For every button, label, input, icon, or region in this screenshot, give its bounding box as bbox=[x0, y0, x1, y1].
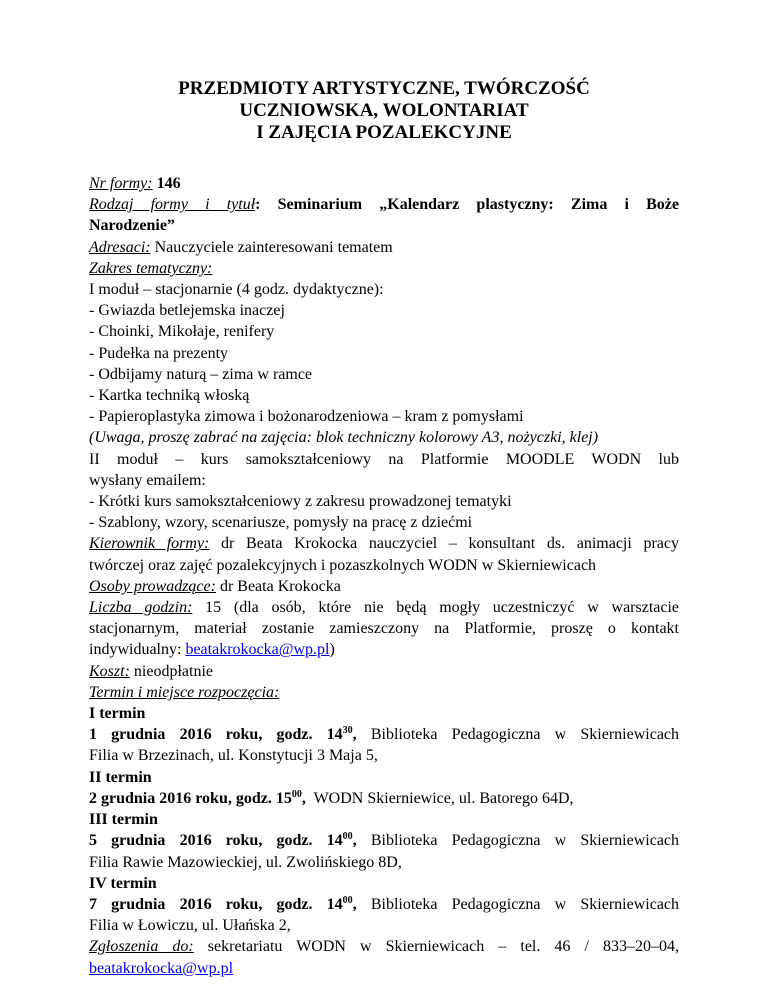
rodzaj-colon: : bbox=[255, 196, 261, 214]
osoby-value: dr Beata Krokocka bbox=[219, 577, 341, 595]
zakres-label: Zakres tematyczny: bbox=[89, 259, 213, 277]
liczba-value-end bbox=[89, 639, 679, 660]
email-link[interactable]: beatakrokocka@wp.pl bbox=[185, 641, 330, 659]
rodzaj-label: Rodzaj formy i tytuł bbox=[89, 196, 256, 214]
term-date-row bbox=[89, 830, 679, 851]
term-date: 5 grudnia 2016 roku, godz. 14 bbox=[89, 832, 343, 850]
term-minutes: 30 bbox=[342, 725, 353, 737]
term-date: 1 grudnia 2016 roku, godz. 14 bbox=[89, 726, 343, 744]
zgloszenia-label: Zgłoszenia do: bbox=[89, 938, 194, 956]
module-1-heading: I moduł – stacjonarnie (4 godz. dydaktyczne): bbox=[89, 281, 384, 299]
title-line-1: PRZEDMIOTY ARTYSTYCZNE, TWÓRCZOŚĆ bbox=[178, 78, 590, 99]
list-item: - Papieroplastyka zimowa i bożonarodzeniowa – kram z pomysłami bbox=[89, 408, 524, 426]
term-date-row bbox=[89, 724, 679, 745]
termin-label: Termin i miejsce rozpoczęcia: bbox=[89, 683, 280, 701]
koszt-row bbox=[89, 661, 679, 682]
nr-formy-row bbox=[89, 173, 679, 194]
kierownik-value-cont: twórczej oraz zajęć pozalekcyjnych i pozaszkolnych WODN w Skierniewicach bbox=[89, 556, 597, 574]
document-page bbox=[89, 78, 679, 979]
rodzaj-value-cont: Narodzenie” bbox=[89, 217, 175, 235]
list-item: - Pudełka na prezenty bbox=[89, 344, 229, 362]
zgloszenia-email-row bbox=[89, 958, 679, 979]
list-item: - Szablony, wzory, scenariusze, pomysły na pracę z dziećmi bbox=[89, 514, 473, 532]
osoby-row bbox=[89, 576, 679, 597]
document-body bbox=[89, 173, 679, 979]
liczba-row bbox=[89, 597, 679, 618]
liczba-value-cont: stacjonarnym, materiał zostanie zamieszczony na Platformie, proszę o kontakt bbox=[89, 620, 679, 638]
term-heading: IV termin bbox=[89, 874, 157, 892]
term-minutes: 00 bbox=[342, 894, 353, 906]
term-place: Biblioteka Pedagogiczna w Skierniewicach bbox=[370, 726, 680, 744]
osoby-label: Osoby prowadzące: bbox=[89, 577, 216, 595]
term-date: 7 grudnia 2016 roku, godz. 14 bbox=[89, 895, 343, 913]
term-place-cont: Filia w Łowiczu, ul. Ułańska 2, bbox=[89, 917, 291, 935]
adresaci-row bbox=[89, 237, 679, 258]
term-place: Biblioteka Pedagogiczna w Skierniewicach bbox=[370, 895, 680, 913]
zakres-label-row bbox=[89, 258, 679, 279]
term-comma: , bbox=[352, 832, 357, 850]
page-title bbox=[89, 78, 679, 144]
rodzaj-row bbox=[89, 194, 679, 215]
term-minutes: 00 bbox=[342, 831, 353, 843]
list-item: - Kartka techniką włoską bbox=[89, 387, 250, 405]
title-line-2: UCZNIOWSKA, WOLONTARIAT bbox=[239, 100, 529, 121]
list-item: - Krótki kurs samokształceniowy z zakresu prowadzonej tematyki bbox=[89, 493, 512, 511]
zgloszenia-row bbox=[89, 936, 679, 957]
module-2-heading-cont: wysłany emailem: bbox=[89, 471, 206, 489]
module-2-heading: II moduł – kurs samokształceniowy na Platformie MOODLE WODN lub bbox=[89, 450, 679, 468]
nr-formy-label: Nr formy: bbox=[89, 175, 153, 192]
term-comma: , bbox=[301, 789, 306, 807]
term-minutes: 00 bbox=[291, 788, 302, 800]
term-date-row bbox=[89, 894, 679, 915]
term-place-cont: Filia w Brzezinach, ul. Konstytucji 3 Maja 5, bbox=[89, 747, 378, 765]
term-place: Biblioteka Pedagogiczna w Skierniewicach bbox=[370, 832, 680, 850]
title-line-3: I ZAJĘCIA POZALEKCYJNE bbox=[256, 122, 512, 143]
koszt-value: nieodpłatnie bbox=[133, 662, 213, 680]
adresaci-label: Adresaci: bbox=[89, 238, 151, 256]
list-item: - Gwiazda betlejemska inaczej bbox=[89, 302, 285, 320]
liczba-contact-text: indywidualny: bbox=[89, 641, 182, 659]
liczba-close-paren: ) bbox=[329, 641, 335, 659]
term-place: WODN Skierniewice, ul. Batorego 64D, bbox=[313, 789, 574, 807]
term-place-cont: Filia Rawie Mazowieckiej, ul. Zwolińskiego 8D, bbox=[89, 853, 402, 871]
rodzaj-value: Seminarium „Kalendarz plastyczny: Zima i Boże bbox=[277, 196, 680, 214]
liczba-value: 15 (dla osób, które nie będą mogły uczestniczyć w warsztacie bbox=[205, 599, 680, 617]
liczba-label: Liczba godzin: bbox=[89, 599, 193, 617]
term-date: 2 grudnia 2016 roku, godz. 15 bbox=[89, 789, 292, 807]
kierownik-label: Kierownik formy: bbox=[89, 535, 210, 553]
kierownik-row bbox=[89, 533, 679, 554]
term-comma: , bbox=[352, 895, 357, 913]
email-link[interactable]: beatakrokocka@wp.pl bbox=[89, 959, 234, 977]
term-date-row bbox=[89, 788, 679, 809]
koszt-label: Koszt: bbox=[89, 662, 130, 680]
term-heading: II termin bbox=[89, 768, 152, 786]
nr-formy-value: 146 bbox=[156, 175, 181, 192]
adresaci-value: Nauczyciele zainteresowani tematem bbox=[154, 238, 393, 256]
termin-label-row bbox=[89, 682, 679, 703]
list-item: - Odbijamy naturą – zima w ramce bbox=[89, 365, 313, 383]
term-heading: III termin bbox=[89, 811, 158, 829]
materials-note: (Uwaga, proszę zabrać na zajęcia: blok techniczny kolorowy A3, nożyczki, klej) bbox=[89, 429, 599, 447]
term-comma: , bbox=[352, 726, 357, 744]
term-heading: I termin bbox=[89, 705, 146, 723]
list-item: - Choinki, Mikołaje, renifery bbox=[89, 323, 275, 341]
kierownik-value: dr Beata Krokocka nauczyciel – konsultant ds. animacji pracy bbox=[221, 535, 680, 553]
zgloszenia-value: sekretariatu WODN w Skierniewicach – tel. 46 / 833–20–04, bbox=[207, 938, 680, 956]
